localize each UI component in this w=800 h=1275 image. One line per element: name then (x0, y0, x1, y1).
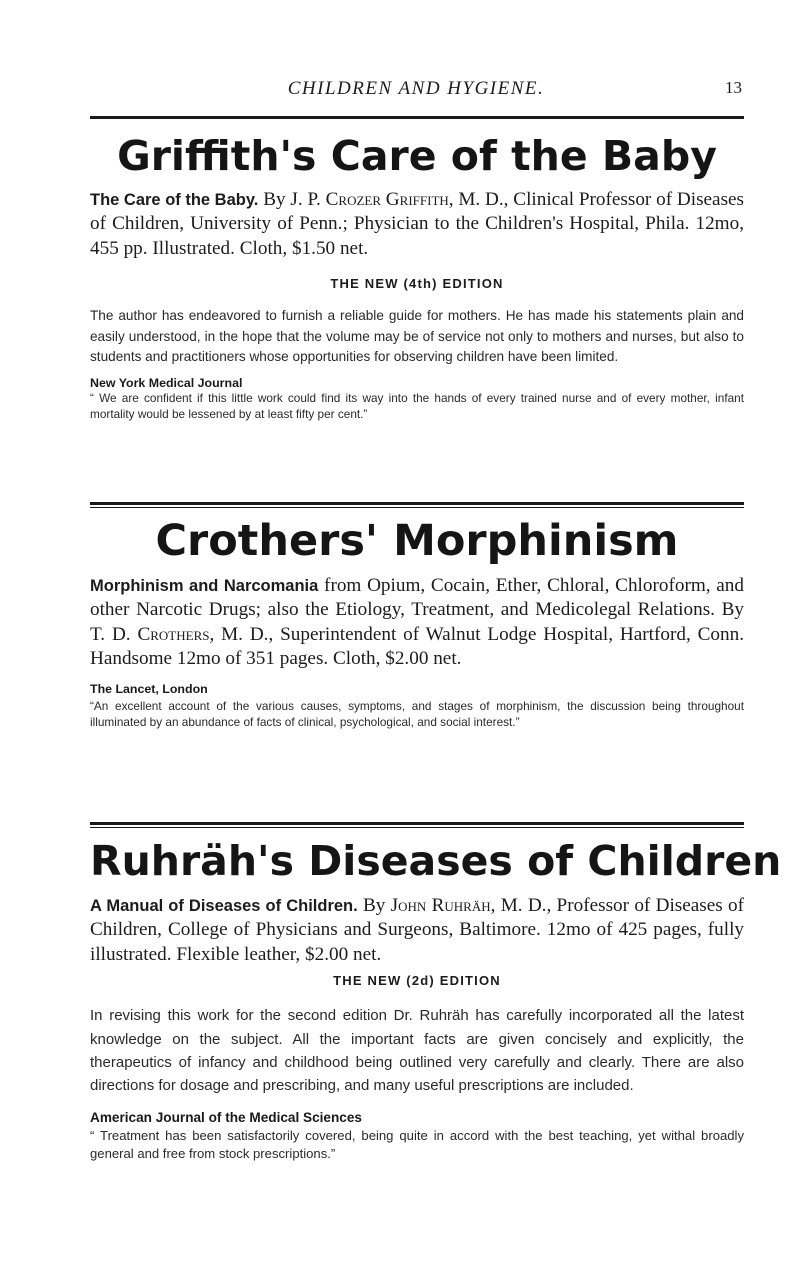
edition-label: THE NEW (4th) EDITION (330, 276, 504, 292)
review-quote: “ We are confident if this little work could find its way into the hands of every trained nurse and of every mother, infant mortality would be lessened by at least fifty per cent.” (90, 391, 744, 422)
review-quote: “An excellent account of the various causes, symptoms, and stages of morphinism, the discussion being throughout illuminated by an abundance of facts of clinical, psychological, and social interest.” (90, 698, 744, 729)
running-head (86, 78, 746, 104)
top-rule (90, 116, 744, 119)
book-title: Morphinism and Narcomania (90, 577, 319, 595)
entry-citation (90, 188, 744, 261)
author-name: Crozer Griffith (325, 189, 449, 210)
entry-citation (90, 894, 744, 967)
citation-by: By (357, 895, 391, 916)
entry-crothers (90, 510, 744, 730)
running-head-title: CHILDREN AND HYGIENE. (287, 78, 545, 99)
review-source: The Lancet, London (90, 681, 208, 696)
author-name: Crothers (137, 623, 210, 645)
citation-details: , M. D., Superintendent of Walnut Lodge Hospital, Hartford, Conn. Handsome 12mo of 351 pages. Cloth, $2.00 net. (90, 623, 744, 670)
divider-rule (90, 822, 744, 825)
citation-details: , M. D., Clinical Professor of Diseases of Children, University of Penn.; Physician to the Children's Hospital, Phila. 12mo, 455 pp. Illustrated. Cloth, $1.50 net. (90, 189, 745, 259)
entry-griffith (90, 126, 744, 422)
entry-ruhrah (90, 830, 782, 1163)
review-source: American Journal of the Medical Sciences (90, 1109, 362, 1125)
book-title: A Manual of Diseases of Children. (90, 897, 358, 915)
entry-description: The author has endeavored to furnish a reliable guide for mothers. He has made his statements plain and easily understood, in the hope that the volume may be of service not only to mothers and nurses, but also to students and practitioners whose opportunities for observing children have been limited. (90, 308, 744, 365)
divider-rule (90, 502, 744, 505)
entry-headline: Ruhräh's Diseases of Children (90, 837, 782, 885)
entry-headline: Crothers' Morphinism (155, 516, 679, 566)
edition-label: THE NEW (2d) EDITION (333, 973, 501, 989)
author-name: John Ruhräh (390, 895, 491, 916)
citation-by: from Opium, Cocain, Ether, Chloral, Chloroform, and other Narcotic Drugs; also the Etiology, Treatment, and Medicolegal Relations. By T. D. (90, 575, 744, 645)
review-source: New York Medical Journal (90, 376, 243, 390)
page-number: 13 (725, 78, 742, 97)
entry-headline: Griffith's Care of the Baby (117, 132, 717, 180)
review-quote: “ Treatment has been satisfactorily covered, being quite in accord with the best teaching, yet withal broadly general and free from stock prescriptions.” (90, 1127, 744, 1162)
citation-details: , M. D., Professor of Diseases of Children, College of Physicians and Surgeons, Baltimore. 12mo of 425 pages, fully illustrated. Flexible leather, $2.00 net. (90, 895, 744, 965)
entry-citation (90, 574, 744, 672)
citation-by: By J. P. (258, 189, 326, 210)
book-title: The Care of the Baby. (90, 191, 259, 209)
entry-description: In revising this work for the second edition Dr. Ruhräh has carefully incorporated all the latest knowledge on the subject. All the important facts are given concisely and explicitly, the therapeutics of infancy and childhood being outlined very carefully and clearly. There are also directions for dosage and prescribing, and many useful prescriptions are included. (90, 1007, 744, 1095)
